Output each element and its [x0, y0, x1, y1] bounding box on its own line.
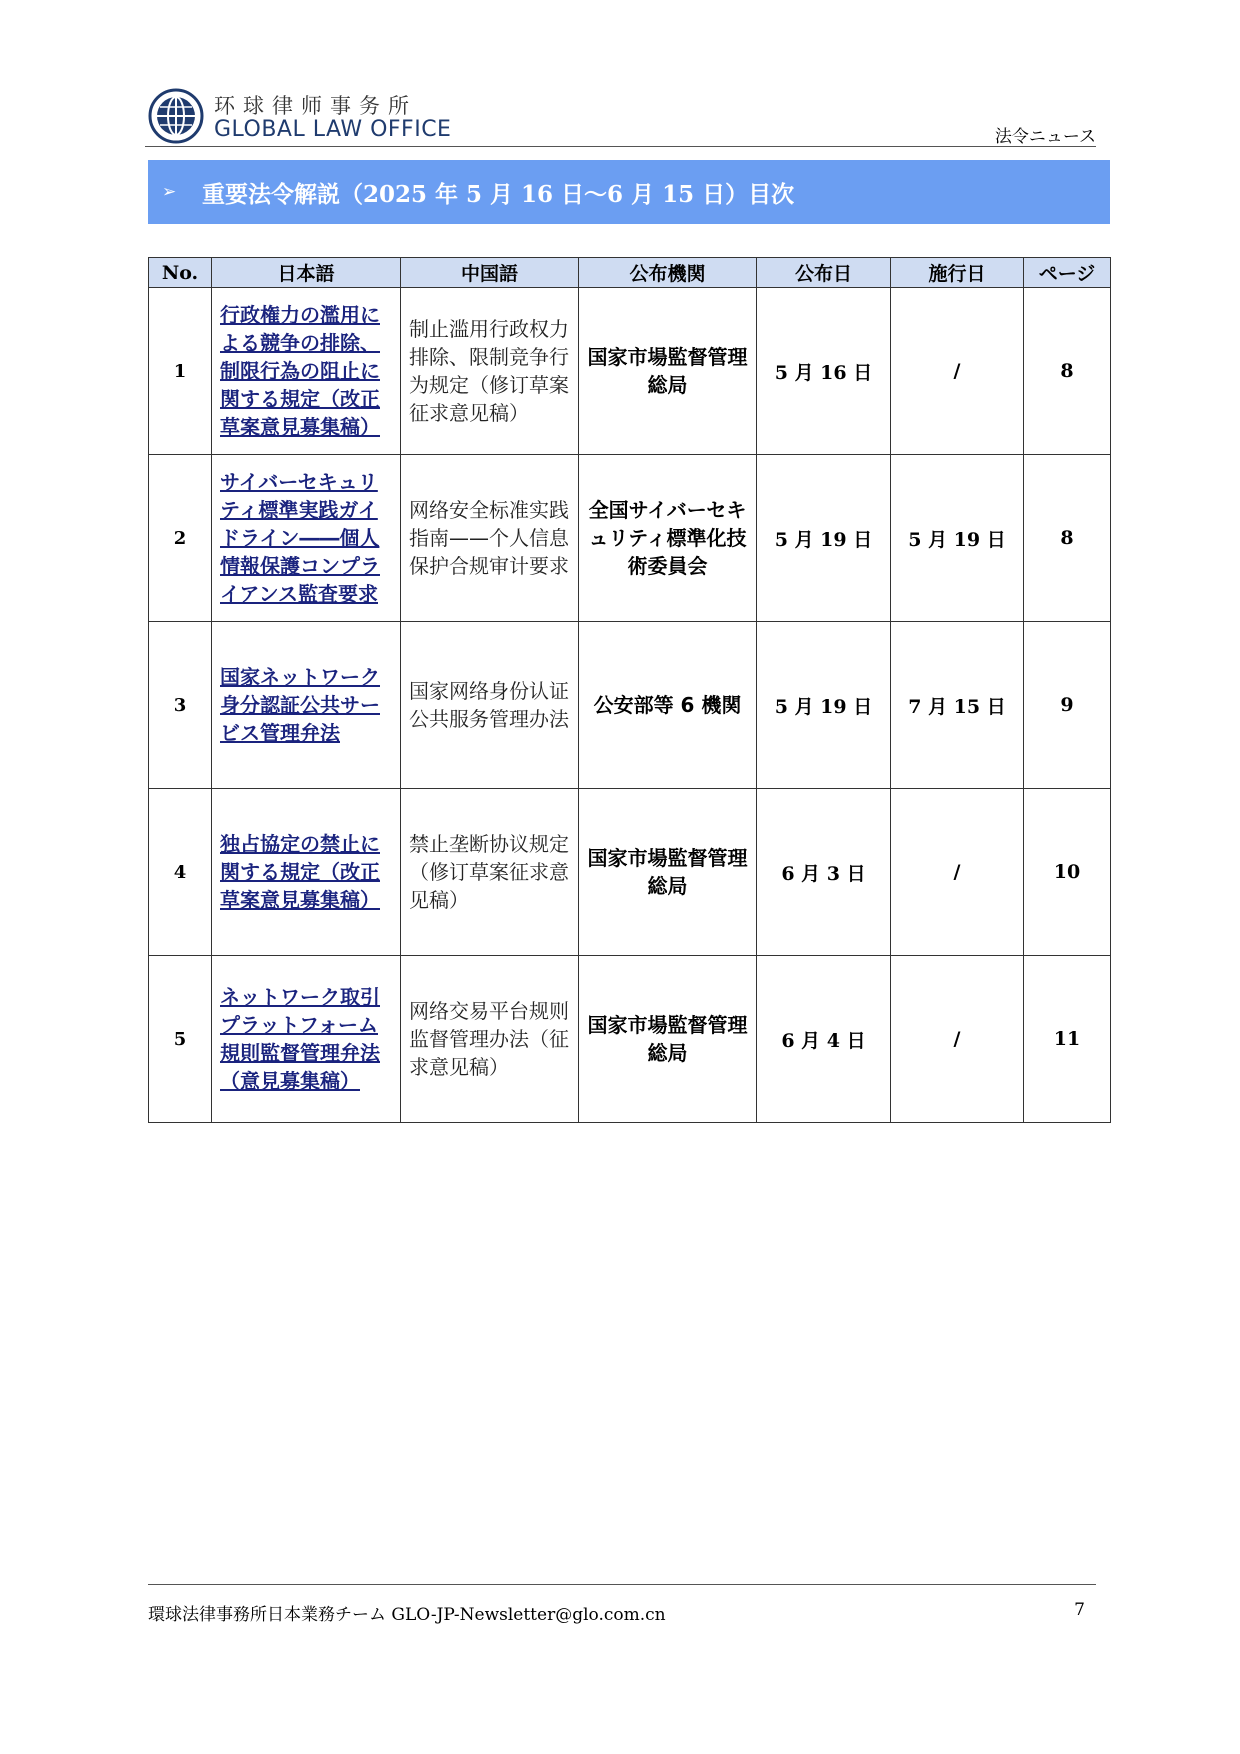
chinese-title: 禁止垄断协议规定（修订草案征求意见稿）	[401, 789, 579, 956]
publish-date: 6 月 4 日	[757, 956, 891, 1123]
table-row	[149, 956, 1111, 1123]
effective-date: /	[891, 956, 1024, 1123]
issuing-authority: 国家市場監督管理総局	[579, 956, 757, 1123]
column-header-japanese: 日本語	[212, 258, 401, 288]
row-number: 5	[149, 956, 212, 1123]
footer-divider	[148, 1584, 1096, 1585]
japanese-title-link[interactable]: ネットワーク取引プラットフォーム規則監督管理弁法（意見募集稿）	[220, 985, 380, 1093]
logo-chinese-name: 环球律师事务所	[214, 94, 417, 118]
column-header-effective-date: 施行日	[891, 258, 1024, 288]
column-header-chinese: 中国語	[401, 258, 579, 288]
japanese-title-link[interactable]: 独占協定の禁止に関する規定（改正草案意見募集稿）	[220, 832, 380, 912]
page-number: 9	[1024, 622, 1111, 789]
issuing-authority: 公安部等 6 機関	[579, 622, 757, 789]
page-header	[148, 88, 1096, 150]
table-row	[149, 789, 1111, 956]
row-number: 1	[149, 288, 212, 455]
japanese-title-link[interactable]: サイバーセキュリティ標準実践ガイドライン――個人情報保護コンプライアンス監査要求	[220, 470, 380, 606]
effective-date: 5 月 19 日	[891, 455, 1024, 622]
publish-date: 5 月 19 日	[757, 455, 891, 622]
logo-english-name: GLOBAL LAW OFFICE	[214, 117, 452, 142]
section-label: 法令ニュース	[994, 127, 1096, 147]
table-header-row	[149, 258, 1111, 288]
row-number: 3	[149, 622, 212, 789]
page-number: 11	[1024, 956, 1111, 1123]
japanese-title-link[interactable]: 国家ネットワーク身分認証公共サービス管理弁法	[220, 665, 380, 745]
section-title: 重要法令解説（2025 年 5 月 16 日～6 月 15 日）目次	[202, 180, 795, 208]
publish-date: 6 月 3 日	[757, 789, 891, 956]
globe-logo-icon	[148, 88, 204, 144]
publish-date: 5 月 19 日	[757, 622, 891, 789]
column-header-publish-date: 公布日	[757, 258, 891, 288]
table-row	[149, 288, 1111, 455]
page-number: 10	[1024, 789, 1111, 956]
chinese-title: 制止滥用行政权力排除、限制竞争行为规定（修订草案征求意见稿）	[401, 288, 579, 455]
header-divider	[145, 146, 1096, 147]
effective-date: 7 月 15 日	[891, 622, 1024, 789]
column-header-issuer: 公布機関	[579, 258, 757, 288]
effective-date: /	[891, 789, 1024, 956]
table-row	[149, 455, 1111, 622]
issuing-authority: 国家市場監督管理総局	[579, 789, 757, 956]
table-row	[149, 622, 1111, 789]
footer-contact: 環球法律事務所日本業務チーム GLO-JP-Newsletter@glo.com.cn	[148, 1605, 666, 1625]
issuing-authority: 全国サイバーセキュリティ標準化技術委員会	[579, 455, 757, 622]
japanese-title-link[interactable]: 行政権力の濫用による競争の排除、制限行為の阻止に関する規定（改正草案意見募集稿）	[220, 303, 380, 439]
chinese-title: 国家网络身份认证公共服务管理办法	[401, 622, 579, 789]
chinese-title: 网络交易平台规则监督管理办法（征求意见稿）	[401, 956, 579, 1123]
issuing-authority: 国家市場監督管理総局	[579, 288, 757, 455]
column-header-no: No.	[149, 258, 212, 288]
effective-date: /	[891, 288, 1024, 455]
toc-table	[148, 257, 1111, 1123]
row-number: 2	[149, 455, 212, 622]
column-header-page: ページ	[1024, 258, 1111, 288]
chinese-title: 网络安全标准实践指南——个人信息保护合规审计要求	[401, 455, 579, 622]
footer-page-number: 7	[1074, 1600, 1085, 1620]
publish-date: 5 月 16 日	[757, 288, 891, 455]
row-number: 4	[149, 789, 212, 956]
page-number: 8	[1024, 455, 1111, 622]
page-number: 8	[1024, 288, 1111, 455]
section-banner	[148, 160, 1110, 224]
arrow-bullet-icon: ➢	[162, 182, 177, 202]
